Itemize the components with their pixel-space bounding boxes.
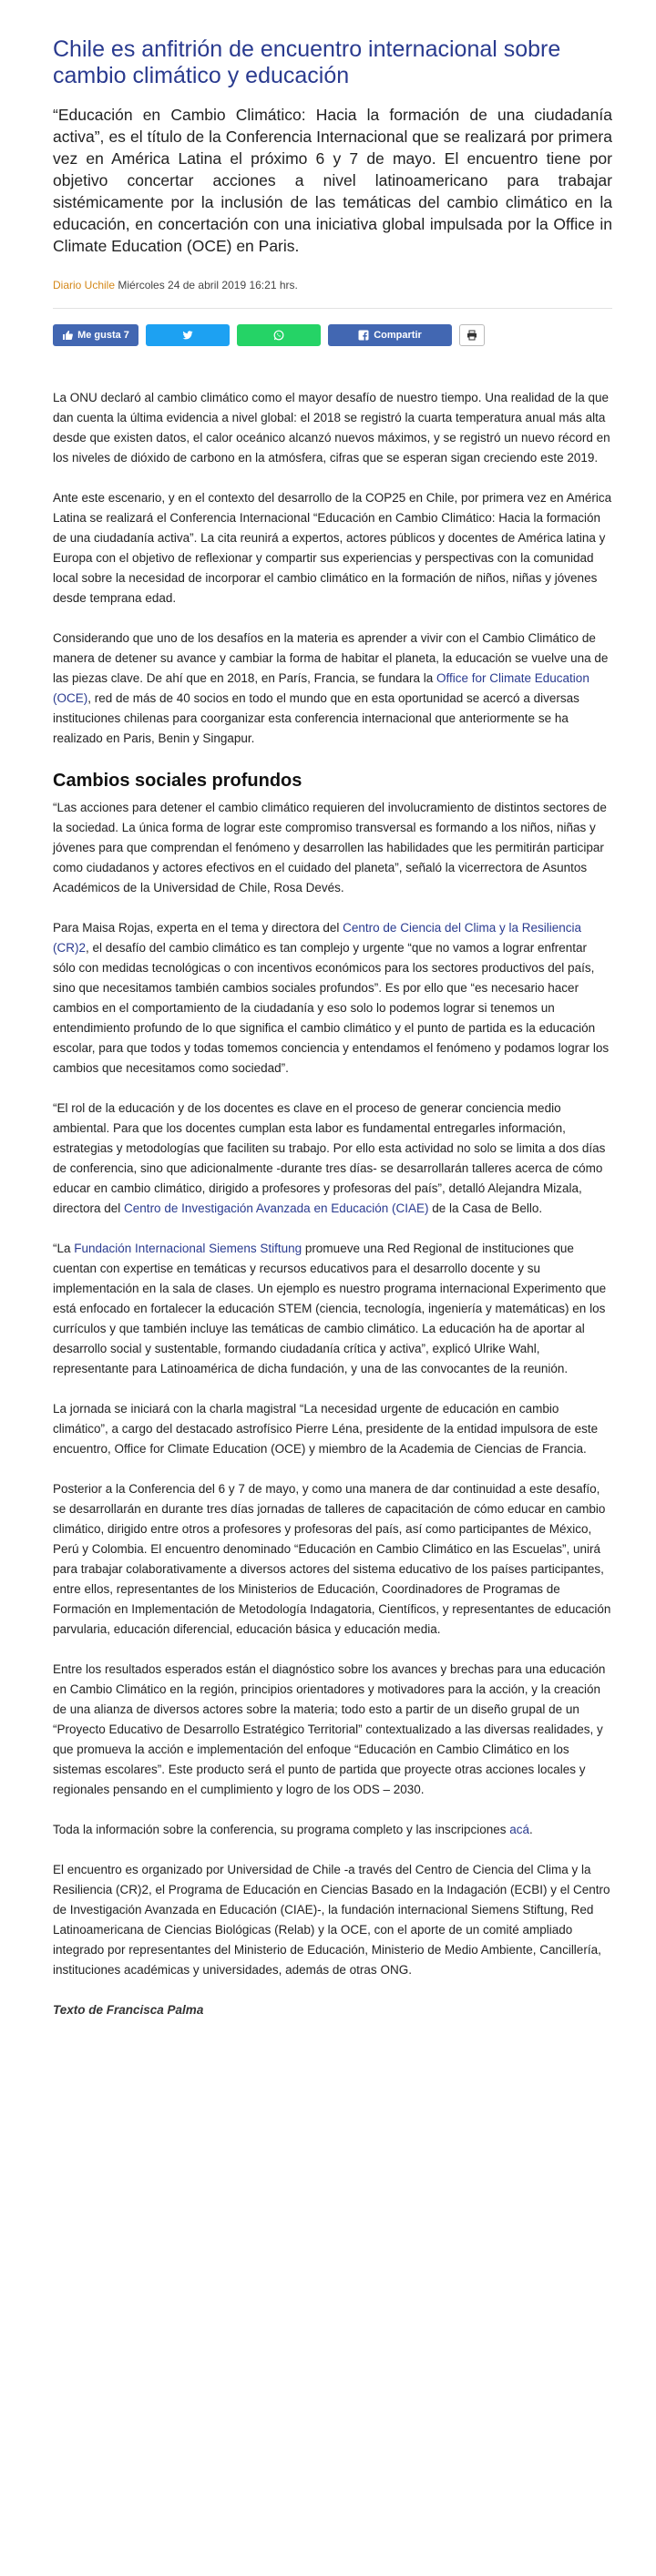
article-title: Chile es anfitrión de encuentro internacional sobre cambio climático y educación bbox=[53, 36, 561, 88]
paragraph: Posterior a la Conferencia del 6 y 7 de mayo, y como una manera de dar continuidad a este desafío, se desarrollarán en durante tres días jornadas de talleres de capacitación de cómo educar en cambio climático, dirigido entre otros a profesores y profesoras del país, así como participantes de México, Perú y Colombia. El encuentro denominado “Educación en Cambio Climático en las Escuelas”, unirá para trabajar colaborativamente a diversos actores del sistema educativo de los países participantes, entre ellos, representantes de los Ministerios de Educación, Coordinadores de Programas de Formación en Implementación de Metodología Indagatoria, Científicos, y representantes de educación parvularia, educación diferencial, educación básica y educación media. bbox=[53, 1482, 611, 1636]
siemens-stiftung-link[interactable]: Fundación Internacional Siemens Stiftung bbox=[74, 1242, 302, 1255]
print-button[interactable] bbox=[459, 324, 485, 346]
paragraph: La jornada se iniciará con la charla magistral “La necesidad urgente de educación en cambio climático”, a cargo del destacado astrofísico Pierre Léna, presidente de la entidad impulsora de este encuentro, Office for Climate Education (OCE) y miembro de la Academia de Ciencias de Francia. bbox=[53, 1402, 599, 1456]
section-heading: Cambios sociales profundos bbox=[53, 771, 302, 791]
like-button[interactable] bbox=[53, 324, 138, 346]
article-lead: “Educación en Cambio Climático: Hacia la formación de una ciudadanía activa”, es el título de la Conferencia Internacional que se realizará por primera vez en América Latina el próximo 6 y 7 de mayo. El encuentro tiene por objetivo concertar acciones a nivel latinoamericano para trabajar sistémicamente por la inclusión de las temáticas del cambio climático en la educación, en concertación con una iniciativa global impulsada por la Office in Climate Education (OCE) en Paris. bbox=[53, 106, 612, 255]
byline bbox=[53, 279, 612, 291]
whatsapp-button[interactable] bbox=[237, 324, 321, 346]
paragraph: Toda la información sobre la conferencia, su programa completo y las inscripciones acá. bbox=[53, 1823, 533, 1836]
print-icon bbox=[466, 330, 477, 341]
article-body bbox=[53, 388, 612, 2020]
paragraph: “La Fundación Internacional Siemens Stiftung promueve una Red Regional de instituciones que cuentan con expertise en temáticas y recursos educativos para el desarrollo docente y su implementación en la sala de clases. Un ejemplo es nuestro programa internacional Experimento que está enfocado en fortalecer la educación STEM (ciencia, tecnología, ingeniería y matemáticas) en los currículos y que también incluye las temáticas de cambio climático. La educación ha de aportar al desarrollo social y sustentable, formando ciudadanía crítica y activa”, explicó Ulrike Wahl, representante para Latinoamérica de dicha fundación, y una de las convocantes de la reunión. bbox=[53, 1242, 607, 1375]
ciae-link[interactable]: Centro de Investigación Avanzada en Educación (CIAE) bbox=[124, 1201, 429, 1215]
like-label: Me gusta 7 bbox=[77, 330, 129, 341]
paragraph: Considerando que uno de los desafíos en la materia es aprender a vivir con el Cambio Climático de manera de detener su avance y cambiar la forma de habitar el planeta, la educación se vuelve una de las piezas clave. De ahí que en 2018, en París, Francia, se fundara la Office for Climate Education (OCE), red de más de 40 socios en todo el mundo que en esta oportunidad se acercó a diversas instituciones chilenas para coorganizar esta conferencia internacional que anteriormente se ha realizado en Paris, Benin y Singapur. bbox=[53, 631, 609, 745]
paragraph: “El rol de la educación y de los docentes es clave en el proceso de generar conciencia medio ambiental. Para que los docentes cumplan esta labor es fundamental entregarles información, estrategias y metodologías que faciliten su trabajo. Por ello esta actividad no solo se limita a dos días de conferencia, sino que adicionalmente -durante tres días- se desarrollarán talleres acerca de cómo educar en cambio climático, dirigido a profesores y profesoras del país”, detalló Alejandra Mizala, directora del Centro de Investigación Avanzada en Educación (CIAE) de la Casa de Bello. bbox=[53, 1101, 606, 1215]
publish-date: Miércoles 24 de abril 2019 16:21 hrs. bbox=[118, 279, 298, 291]
source-link[interactable]: Diario Uchile bbox=[53, 279, 116, 291]
cr2-link[interactable]: Centro de Ciencia del Clima y la Resiliencia (CR)2 bbox=[53, 921, 582, 955]
article bbox=[53, 0, 612, 2040]
paragraph: Ante este escenario, y en el contexto del desarrollo de la COP25 en Chile, por primera vez en América Latina se realizará el Conferencia Internacional “Educación en Cambio Climático: Hacia la formación de una ciudadanía activa”. La cita reunirá a expertos, actores públicos y docentes de América latina y Europa con el objetivo de reflexionar y compartir sus experiencias y perspectivas con la comunidad local sobre la necesidad de incorporar el cambio climático en la formación de niños, niñas y jóvenes desde temprana edad. bbox=[53, 491, 612, 605]
divider bbox=[53, 308, 612, 309]
thumbs-up-icon bbox=[62, 330, 73, 341]
paragraph: Para Maisa Rojas, experta en el tema y directora del Centro de Ciencia del Clima y la Resiliencia (CR)2, el desafío del cambio climático es tan complejo y urgente “que no vamos a lograr enfrentar sólo con medidas tecnológicas o con incentivos económicos para los sectores productivos del país, sino que necesitamos también cambios sociales profundos”. Es por ello que “es necesario hacer cambios en el comportamiento de la ciudadanía y eso solo lo podemos lograr si tenemos un entendimiento profundo de lo que significa el cambio climático y el punto de partida es la educación escolar, para que todos y todas tomemos conciencia y entendamos el fenómeno y podamos lograr los cambios que necesitamos como sociedad”. bbox=[53, 921, 610, 1075]
paragraph: La ONU declaró al cambio climático como el mayor desafío de nuestro tiempo. Una realidad de la que dan cuenta la última evidencia a nivel global: el 2018 se registró la cuarta temperatura anual más alta desde que existen datos, el calor oceánico alcanzó nuevos máximos, y se registró un nuevo récord en los niveles de dióxido de carbono en la atmósfera, cifras que se esperan sigan creciendo este 2019. bbox=[53, 391, 610, 465]
facebook-icon bbox=[358, 330, 369, 341]
info-link[interactable]: acá bbox=[509, 1823, 530, 1836]
share-bar bbox=[53, 324, 612, 346]
facebook-share-button[interactable] bbox=[328, 324, 452, 346]
twitter-button[interactable] bbox=[146, 324, 230, 346]
share-label: Compartir bbox=[374, 330, 422, 341]
paragraph: “Las acciones para detener el cambio climático requieren del involucramiento de distintos sectores de la sociedad. La única forma de lograr este compromiso transversal es formando a los niños, niñas y jóvenes para que comprendan el fenómeno y desarrollen las habilidades que les permitirán participar como ciudadanos y actores efectivos en el cuidado del planeta”, señaló la vicerrectora de Asuntos Académicos de la Universidad de Chile, Rosa Devés. bbox=[53, 801, 607, 894]
oce-link[interactable]: Office for Climate Education (OCE) bbox=[53, 671, 589, 705]
paragraph: El encuentro es organizado por Universidad de Chile -a través del Centro de Ciencia del Clima y la Resiliencia (CR)2, el Programa de Educación en Ciencias Basado en la Indagación (ECBI) y el Centro de Investigación Avanzada en Educación (CIAE)-, la fundación internacional Siemens Stiftung, Red Latinoamericana de Ciencias Biológicas (Relab) y la OCE, con el aporte de un comité ampliado integrado por representantes del Ministerio de Educación, Ministerio de Medio Ambiente, Cancillería, instituciones académicas y universidades, además de otras ONG. bbox=[53, 1863, 610, 1977]
whatsapp-icon bbox=[273, 330, 284, 341]
twitter-icon bbox=[182, 330, 193, 341]
paragraph: Entre los resultados esperados están el diagnóstico sobre los avances y brechas para una educación en Cambio Climático en la región, principios orientadores y motivadores para la acción, y la creación de una alianza de diversos actores sobre la materia; todo esto a partir de un diseño grupal de un “Proyecto Educativo de Desarrollo Estratégico Territorial” contextualizado a las diversas realidades, y que promueva la acción e implementación del enfoque “Educación en Cambio Climático en los sistemas escolares”. Este producto será el punto de partida que proyecte otras acciones locales y regionales pensando en el cumplimiento y logro de los ODS – 2030. bbox=[53, 1662, 606, 1796]
author-credit: Texto de Francisca Palma bbox=[53, 2003, 204, 2017]
